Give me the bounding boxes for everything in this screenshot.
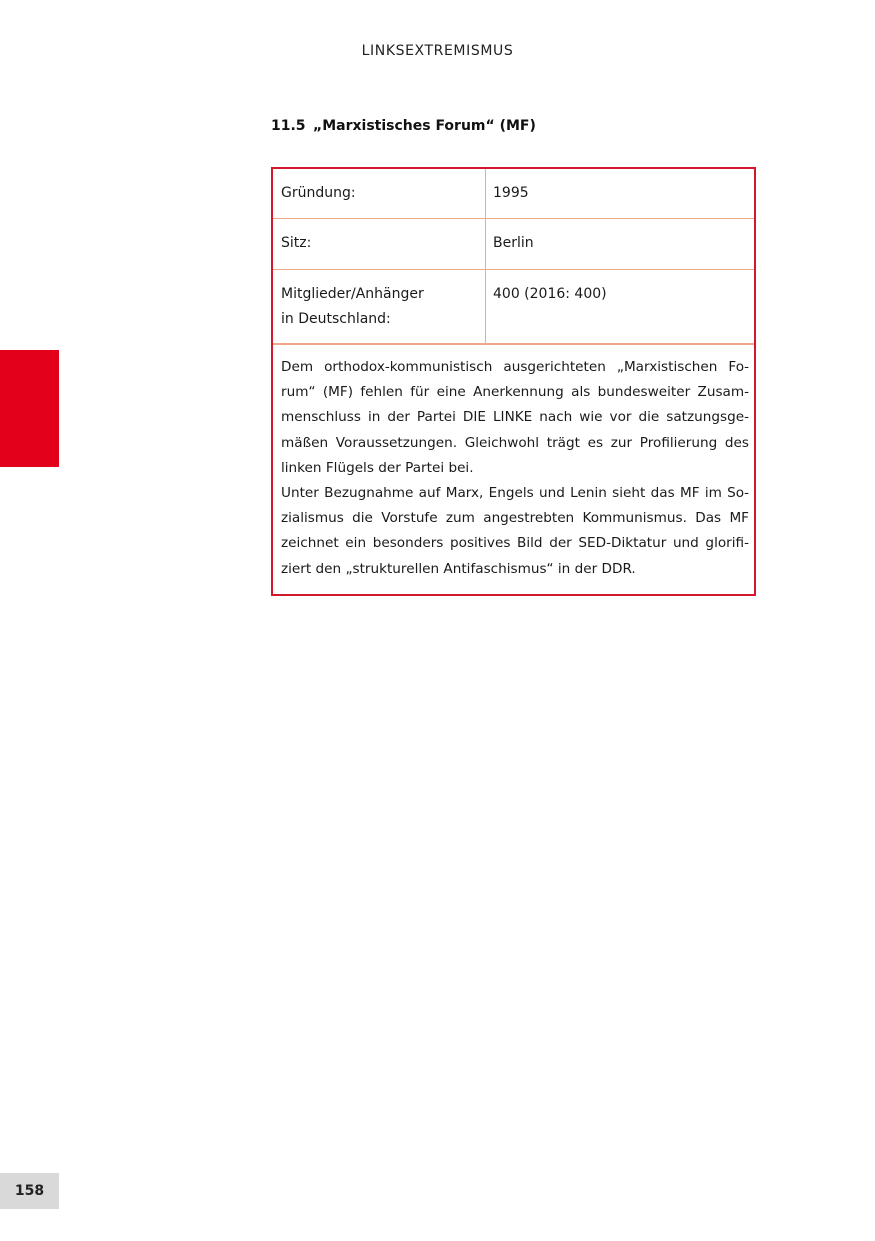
table-row-founding: [273, 169, 754, 219]
section-title: „Marxistisches Forum“ (MF): [313, 118, 536, 134]
members-value: 400 (2016: 400): [493, 286, 607, 302]
seat-value: Berlin: [493, 235, 534, 251]
running-head: LINKSEXTREMISMUS: [361, 43, 514, 59]
section-number: 11.5: [271, 118, 306, 134]
description-paragraph: Dem orthodox-kommunistisch ausgerichteten „Marxistischen Forum“ (MF) fehlen für eine Anerkennung als bundesweiter Zusammenschluss in der Partei DIE LINKE nach wie vor die satzungsgemäßen Voraussetzungen. Gleichwohl trägt es zur Profilierung des linken Flügels der Partei bei.: [281, 359, 749, 476]
section-heading: [271, 118, 536, 134]
page-number: 158: [0, 1173, 59, 1209]
info-table: [271, 167, 756, 596]
founding-value: 1995: [493, 185, 529, 201]
table-row-seat: [273, 219, 754, 270]
founding-label: Gründung:: [281, 185, 356, 201]
description-paragraph: Unter Bezugnahme auf Marx, Engels und Lenin sieht das MF im Sozialismus die Vorstufe zum angestrebten Kommunismus. Das MF zeichnet ein besonders positives Bild der SED-Diktatur und glorifiziert den „strukturellen Antifaschismus“ in der DDR.: [281, 485, 749, 577]
seat-label: Sitz:: [281, 235, 312, 251]
members-label: Mitglieder/Anhänger in Deutschland:: [281, 286, 424, 327]
chapter-marker-tab: [0, 350, 59, 467]
description-text: [281, 355, 749, 582]
table-row-members: [273, 270, 754, 345]
